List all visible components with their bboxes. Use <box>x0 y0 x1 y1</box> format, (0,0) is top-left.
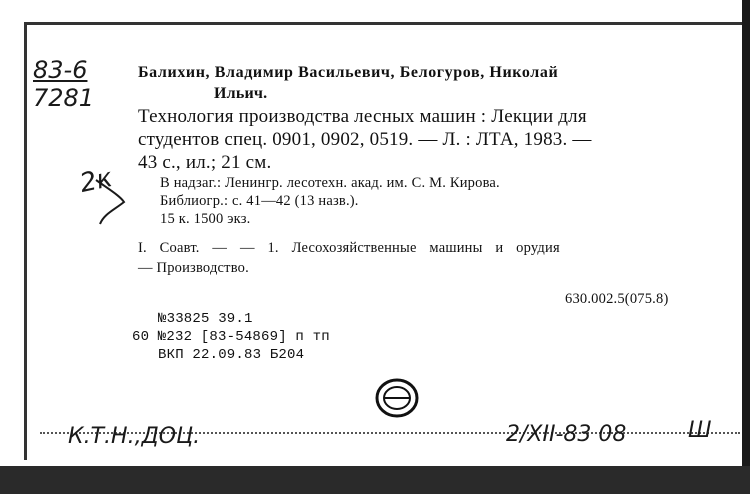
margin-mark: 2к <box>77 162 116 200</box>
title-line-2: студентов спец. 0901, 0902, 0519. — Л. : ЛТА, 1983. — <box>138 129 592 150</box>
classification-number: 630.002.5(075.8) <box>565 291 669 307</box>
frame-edge-left <box>24 22 27 460</box>
tracing-line-2: — Производство. <box>138 260 249 276</box>
author-heading-cont: Ильич. <box>214 85 268 102</box>
frame-edge-top <box>24 22 742 25</box>
margin-scribble-icon <box>90 176 130 226</box>
frame-edge-right <box>742 0 750 494</box>
title-line-1: Технология производства лесных машин : Лекции для <box>138 106 587 127</box>
catalog-card <box>28 26 742 460</box>
call-number-bottom: 7281 <box>33 84 95 112</box>
record-line-1: №33825 39.1 <box>158 311 253 327</box>
notes-line-2: Библиогр.: с. 41—42 (13 назв.). <box>160 193 359 209</box>
notes-line-3: 15 к. 1500 экз. <box>160 211 251 227</box>
initials-annotation: Ш <box>688 418 712 443</box>
record-line-2: 60 №232 [83-54869] п тп <box>132 329 330 345</box>
degree-annotation: К.Т.Н.,ДОЦ. <box>68 424 201 449</box>
title-line-3: 43 с., ил.; 21 см. <box>138 152 272 173</box>
notes-line-1: В надзаг.: Ленингр. лесотехн. акад. им. С. М. Кирова. <box>160 175 500 191</box>
author-heading: Балихин, Владимир Васильевич, Белогуров, Николай <box>138 64 559 81</box>
tracing-line-1: I. Соавт. — — 1. Лесохозяйственные машины и орудия <box>138 240 560 256</box>
frame-edge-bottom <box>0 466 750 494</box>
call-number-top: 83-6 <box>33 56 88 84</box>
library-stamp-icon <box>374 377 420 419</box>
date-annotation: 2/XII-83 08 <box>506 422 627 447</box>
record-line-3: ВКП 22.09.83 Б204 <box>158 347 305 363</box>
